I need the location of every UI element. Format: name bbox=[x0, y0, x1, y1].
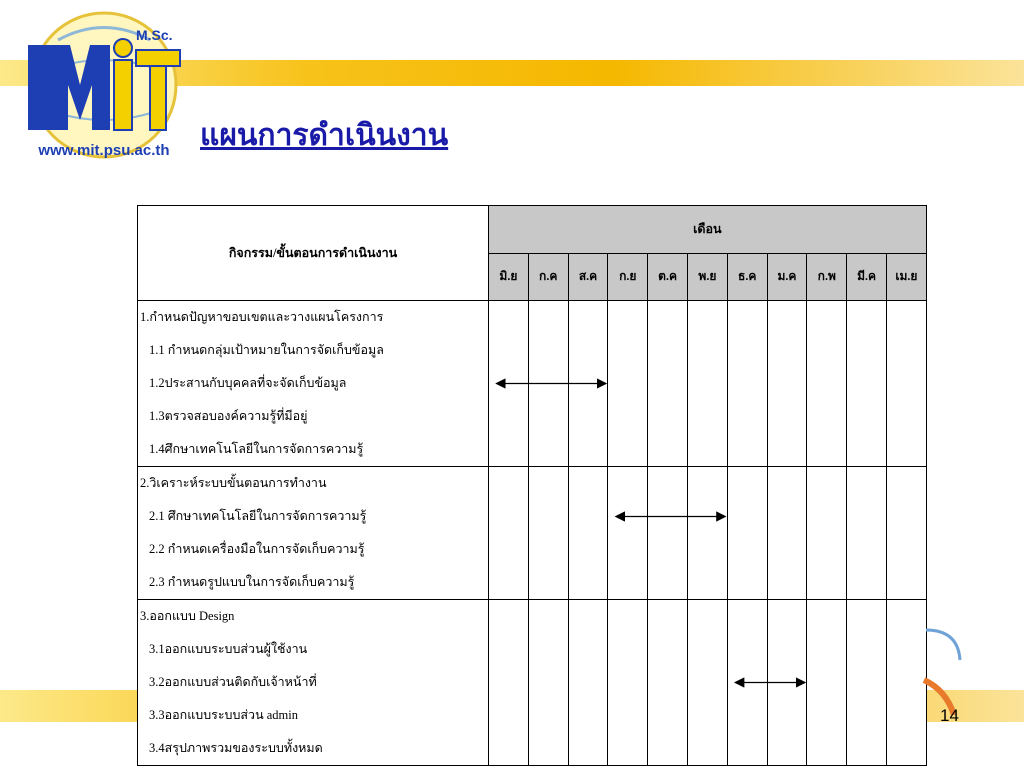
month-header-5: พ.ย bbox=[687, 253, 727, 301]
month-header-3: ก.ย bbox=[608, 253, 648, 301]
activity-item: 3.4สรุปภาพรวมของระบบทั้งหมด bbox=[149, 741, 323, 755]
activity-group-title: 2.วิเคราะห์ระบบขั้นตอนการทำงาน bbox=[140, 476, 327, 490]
activity-cell bbox=[138, 301, 489, 467]
page-number: 14 bbox=[940, 706, 959, 725]
mit-logo bbox=[18, 10, 190, 165]
activity-group-row bbox=[138, 600, 927, 766]
month-cell bbox=[608, 301, 648, 467]
month-header-6: ธ.ค bbox=[727, 253, 767, 301]
month-cell bbox=[886, 467, 926, 600]
logo-url-text: www.mit.psu.ac.th bbox=[38, 142, 170, 159]
month-cell bbox=[767, 600, 807, 766]
activity-column-header: กิจกรรม/ขั้นตอนการดำเนินงาน bbox=[138, 206, 489, 301]
month-header-2: ส.ค bbox=[568, 253, 608, 301]
month-header-1: ก.ค bbox=[528, 253, 568, 301]
month-cell bbox=[807, 301, 847, 467]
month-header-10: เม.ย bbox=[886, 253, 926, 301]
month-cell bbox=[727, 600, 767, 766]
activity-item: 2.1 ศึกษาเทคโนโลยีในการจัดการความรู้ bbox=[149, 509, 367, 523]
activity-item: 3.1ออกแบบระบบส่วนผู้ใช้งาน bbox=[149, 642, 308, 656]
month-cell bbox=[847, 467, 887, 600]
month-cell bbox=[608, 467, 648, 600]
month-header-0: มิ.ย bbox=[489, 253, 529, 301]
activity-item: 1.2ประสานกับบุคคลที่จะจัดเก็บข้อมูล bbox=[149, 376, 347, 390]
month-cell bbox=[687, 467, 727, 600]
month-cell bbox=[528, 301, 568, 467]
university-seal bbox=[918, 620, 962, 720]
activity-group-row bbox=[138, 467, 927, 600]
activity-group-title: 1.กำหนดปัญหาขอบเขตและวางแผนโครงการ bbox=[140, 310, 384, 324]
activity-cell bbox=[138, 600, 489, 766]
month-cell bbox=[807, 600, 847, 766]
activity-item: 1.3ตรวจสอบองค์ความรู้ที่มีอยู่ bbox=[149, 409, 308, 423]
months-header: เดือน bbox=[489, 206, 927, 254]
activity-group-title: 3.ออกแบบ Design bbox=[140, 609, 235, 623]
activity-item: 3.3ออกแบบระบบส่วน admin bbox=[149, 708, 298, 722]
month-cell bbox=[847, 301, 887, 467]
month-cell bbox=[847, 600, 887, 766]
logo-degree-text: M.Sc. bbox=[136, 27, 173, 43]
activity-item: 1.1 กำหนดกลุ่มเป้าหมายในการจัดเก็บข้อมูล bbox=[149, 343, 384, 357]
month-header-7: ม.ค bbox=[767, 253, 807, 301]
activity-item: 2.3 กำหนดรูปแบบในการจัดเก็บความรู้ bbox=[149, 575, 355, 589]
month-cell bbox=[528, 467, 568, 600]
month-cell bbox=[727, 301, 767, 467]
month-cell bbox=[528, 600, 568, 766]
month-cell bbox=[568, 301, 608, 467]
month-cell bbox=[807, 467, 847, 600]
activity-cell bbox=[138, 467, 489, 600]
activity-item: 3.2ออกแบบส่วนติดกับเจ้าหน้าที่ bbox=[149, 675, 317, 689]
month-cell bbox=[687, 600, 727, 766]
month-cell bbox=[648, 467, 688, 600]
month-cell bbox=[489, 467, 529, 600]
month-cell bbox=[489, 600, 529, 766]
month-cell bbox=[648, 301, 688, 467]
month-cell bbox=[568, 467, 608, 600]
page-title: แผนการดำเนินงาน bbox=[200, 118, 449, 153]
activity-item: 1.4ศึกษาเทคโนโลยีในการจัดการความรู้ bbox=[149, 442, 364, 456]
activity-item: 2.2 กำหนดเครื่องมือในการจัดเก็บความรู้ bbox=[149, 542, 365, 556]
gantt-table bbox=[137, 205, 927, 766]
activity-group-row bbox=[138, 301, 927, 467]
month-cell bbox=[489, 301, 529, 467]
month-cell bbox=[767, 467, 807, 600]
month-cell bbox=[767, 301, 807, 467]
month-cell bbox=[568, 600, 608, 766]
month-cell bbox=[886, 301, 926, 467]
month-cell bbox=[608, 600, 648, 766]
month-cell bbox=[687, 301, 727, 467]
month-cell bbox=[648, 600, 688, 766]
month-header-9: มี.ค bbox=[847, 253, 887, 301]
month-header-8: ก.พ bbox=[807, 253, 847, 301]
month-cell bbox=[727, 467, 767, 600]
month-header-4: ต.ค bbox=[648, 253, 688, 301]
